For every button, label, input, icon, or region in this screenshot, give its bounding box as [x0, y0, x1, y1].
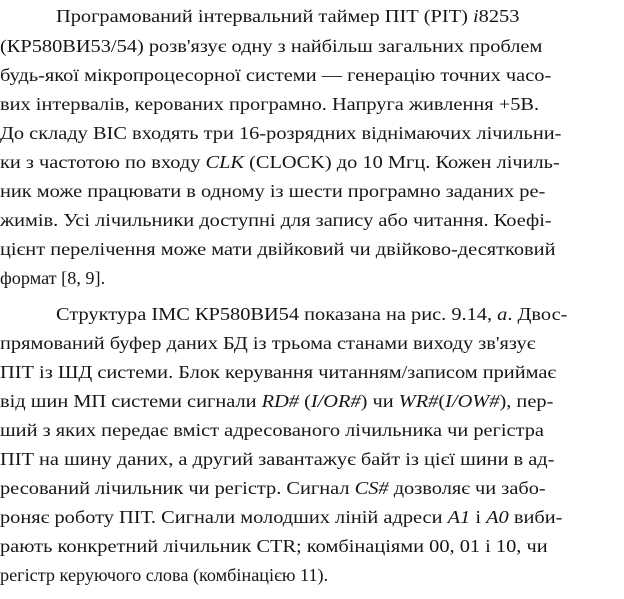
text-line: До складу ВІС входять три 16-розрядних віднімаючих лічильни- — [0, 123, 562, 143]
text-line: ки з частотою по входу CLK (CLOCK) до 10 Мгц. Кожен лічиль- — [0, 152, 560, 172]
text-line: роняє роботу ПІТ. Сигнали молодших ліній адреси A1 і A0 виби- — [0, 507, 563, 527]
text-line: формат [8, 9]. — [0, 268, 106, 288]
text-line: ший з яких передає вміст адресованого лічильника чи регістра — [0, 420, 544, 440]
text-line: вих інтервалів, керованих програмно. Напруга живлення +5В. — [0, 94, 540, 114]
text-line: будь-якої мікропроцесорної системи — генерацію точних часо- — [0, 65, 552, 85]
text-line: від шин МП системи сигнали RD# (I/OR#) чи WR#(I/OW#), пер- — [0, 391, 554, 411]
text-line: (КР580ВИ53/54) розв'язує одну з найбільш загальних проблем — [0, 36, 543, 56]
text-line: рають конкретний лічильник CTR; комбінаціями 00, 01 і 10, чи — [0, 536, 548, 556]
text-line: Програмований інтервальний таймер ПІТ (PIT) і8253 — [56, 6, 520, 26]
text-line: регістр керуючого слова (комбінацією 11). — [0, 565, 329, 585]
text-line: цієнт перелічення може мати двійковий чи двійково-десятковий — [0, 239, 556, 259]
text-line: ПІТ на шину даних, а другий завантажує байт із цієї шини в ад- — [0, 449, 555, 469]
text-line: Структура ІМС КР580ВИ54 показана на рис. 9.14, а. Двос- — [56, 304, 568, 324]
text-line: ник може працювати в одному із шести програмно заданих ре- — [0, 181, 546, 201]
text-line: ресований лічильник чи регістр. Сигнал CS# дозволяє чи забо- — [0, 478, 546, 498]
text-line: прямований буфер даних БД із трьома станами виходу зв'язує — [0, 333, 536, 353]
text-line: жимів. Усі лічильники доступні для запису або читання. Коефі- — [0, 210, 552, 230]
text-line: ПІТ із ШД системи. Блок керування читанням/записом приймає — [0, 362, 557, 382]
